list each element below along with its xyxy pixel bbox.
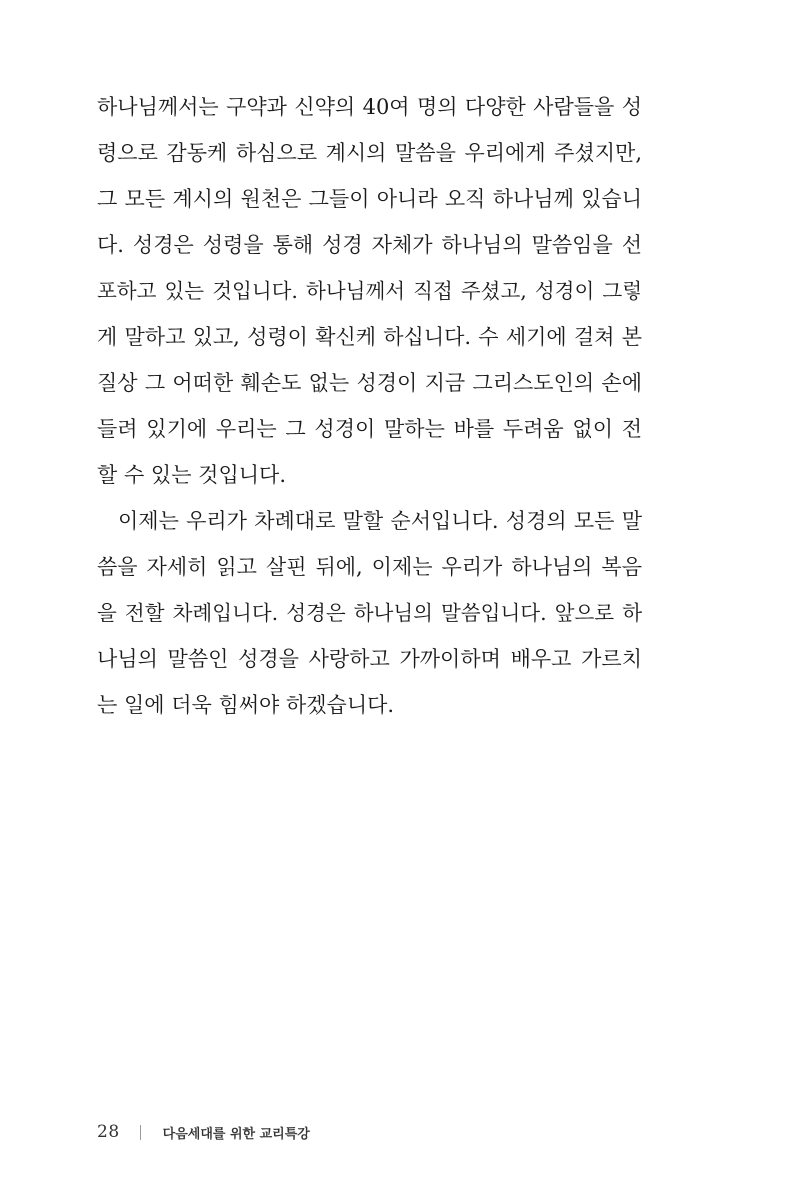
text-line: 질상 그 어떠한 훼손도 없는 성경이 지금 그리스도인의 손에 <box>97 371 642 395</box>
text-line: 할 수 있는 것입니다. <box>97 463 286 487</box>
text-line: 다. 성경은 성령을 통해 성경 자체가 하나님의 말씀임을 선 <box>97 233 642 257</box>
page-number: 28 <box>97 1122 120 1142</box>
text-line: 령으로 감동케 하심으로 계시의 말씀을 우리에게 주셨지만, <box>97 141 642 165</box>
text-line: 하나님께서는 구약과 신약의 40여 명의 다양한 사람들을 성 <box>97 95 642 119</box>
text-line: 게 말하고 있고, 성령이 확신케 하십니다. 수 세기에 걸쳐 본 <box>97 325 642 349</box>
paragraph-2 <box>97 498 642 728</box>
text-line: 포하고 있는 것입니다. 하나님께서 직접 주셨고, 성경이 그렇 <box>97 279 642 303</box>
body-text <box>97 84 642 728</box>
text-line: 이제는 우리가 차례대로 말할 순서입니다. 성경의 모든 말 <box>118 509 642 533</box>
text-line: 을 전할 차례입니다. 성경은 하나님의 말씀입니다. 앞으로 하 <box>97 601 642 625</box>
page-footer <box>97 1120 310 1144</box>
text-line: 나님의 말씀인 성경을 사랑하고 가까이하며 배우고 가르치 <box>97 647 642 671</box>
text-line: 씀을 자세히 읽고 살핀 뒤에, 이제는 우리가 하나님의 복음 <box>97 555 642 579</box>
footer-divider <box>140 1125 141 1140</box>
text-line: 들려 있기에 우리는 그 성경이 말하는 바를 두려움 없이 전 <box>97 417 642 441</box>
running-title: 다음세대를 위한 교리특강 <box>162 1126 310 1142</box>
text-line: 그 모든 계시의 원천은 그들이 아니라 오직 하나님께 있습니 <box>97 187 642 211</box>
paragraph-1 <box>97 84 642 498</box>
text-line: 는 일에 더욱 힘써야 하겠습니다. <box>97 693 395 717</box>
